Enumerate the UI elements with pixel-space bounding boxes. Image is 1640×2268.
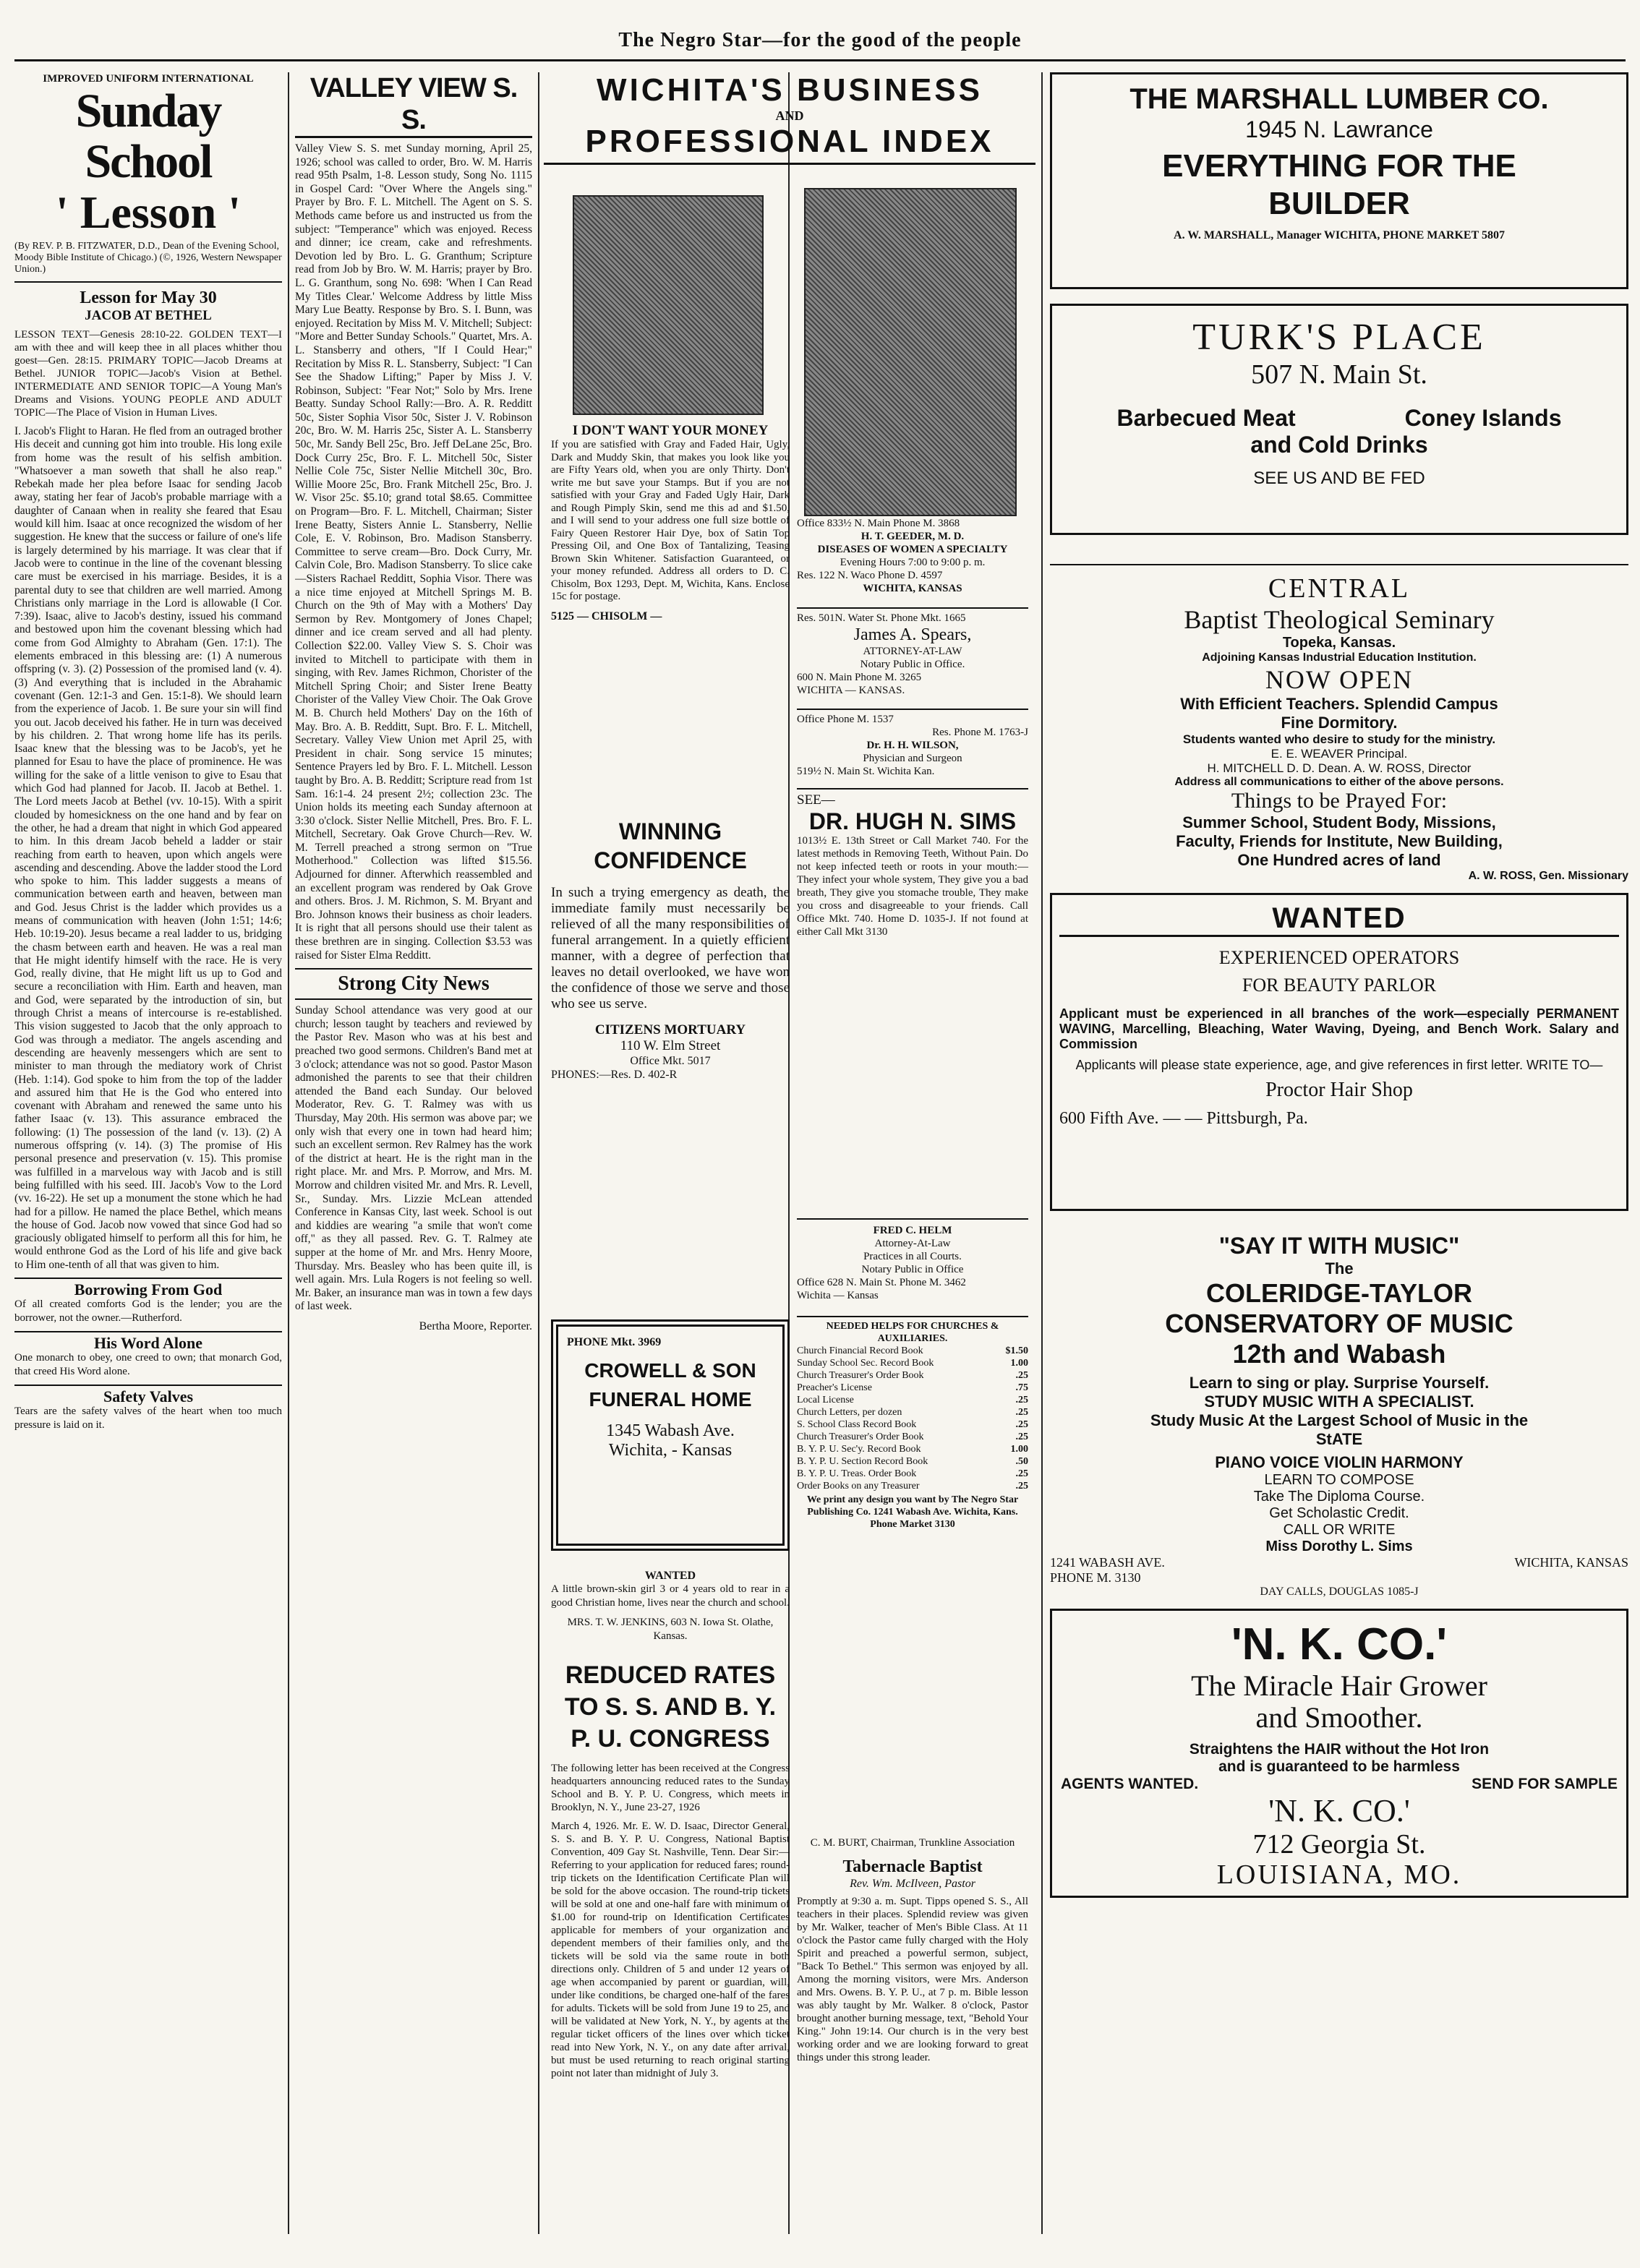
citizens-mortuary-ad <box>551 817 790 1082</box>
needed-item <box>797 1394 1028 1406</box>
crowell-phone: PHONE Mkt. 3969 <box>567 1336 662 1348</box>
nk-sample: SEND FOR SAMPLE <box>1472 1776 1618 1792</box>
music-specialist: STUDY MUSIC WITH A SPECIALIST. <box>1204 1392 1474 1411</box>
spears-title: ATTORNEY-AT-LAW <box>863 646 962 657</box>
column-rule <box>538 72 539 2234</box>
citizens-office: Office Mkt. 5017 <box>630 1055 711 1067</box>
marshall-manager: A. W. MARSHALL, Manager WICHITA, PHONE MARKET 5807 <box>1174 229 1505 241</box>
his-word-heading: His Word Alone <box>14 1331 282 1351</box>
his-word-text: One monarch to obey, one creed to own; that monarch God, that creed His Word alone. <box>14 1352 282 1377</box>
seminary-prayer-3: One Hundred acres of land <box>1237 851 1441 869</box>
needed-item-price: $1.50 <box>1005 1345 1028 1356</box>
needed-item-label: B. Y. P. U. Sec'y. Record Book <box>797 1444 921 1455</box>
seminary-address-note: Address all communications to either of the above persons. <box>1174 776 1504 788</box>
seminary-principal: E. E. WEAVER Principal. <box>1270 747 1408 761</box>
music-learn: Learn to sing or play. Surprise Yourself. <box>1189 1374 1490 1392</box>
wilson-title: Physician and Surgeon <box>863 753 962 764</box>
seminary-central: CENTRAL <box>1268 573 1411 604</box>
rates-heading-2: TO S. S. AND B. Y. <box>564 1693 777 1721</box>
seminary-name: Baptist Theological Seminary <box>1184 605 1495 634</box>
operators-apply: Applicants will please state experience, age, and give references in first letter. WRITE TO— <box>1075 1058 1603 1072</box>
lesson-title-line2: ' Lesson ' <box>55 187 242 238</box>
needed-item-label: Church Financial Record Book <box>797 1345 923 1356</box>
needed-item-price: .75 <box>1015 1382 1028 1393</box>
needed-item <box>797 1369 1028 1382</box>
needed-item-price: .50 <box>1015 1456 1028 1467</box>
music-the: The <box>1325 1259 1354 1278</box>
marshall-lumber-ad <box>1050 72 1628 289</box>
helm-name: FRED C. HELM <box>873 1225 952 1236</box>
marshall-slogan-2: BUILDER <box>1268 186 1410 221</box>
rates-heading-3: P. U. CONGRESS <box>571 1725 770 1753</box>
nk-agents-row <box>1061 1776 1618 1793</box>
running-head: The Negro Star—for the good of the people <box>618 29 1022 51</box>
conservatory-ad <box>1050 1233 1628 1599</box>
strong-city-reporter: Bertha Moore, Reporter. <box>419 1319 532 1332</box>
strong-city-body: Sunday School attendance was very good at our church; lesson taught by teachers and reviewed by the Pastor Rev. Mason who was at his best and preached two good sermons. Children's Band met at 3 o'clock; attendance was not so good. Pastor Mason admonished the parents to see that their children attended the Band each Sunday. Our beloved Moderator, Rev. G. T. Ralmey was with us Thursday, May 20th. His sermon was above par; we only wish that every one in town had heard him; such an excellent sermon. Rev Ralmey has the work of the district at heart. He is the right man in the right place. Mr. and Mrs. P. Morrow, and Mrs. M. Morrow and children visited Mr. and Mrs. R. Levell, Sr., Sunday. Mrs. Lizzie McLean attended Conference in Kansas City, last week. School is out and kiddies are wearing "a smile that won't come off," as they all passed. Rev. G. T. Ralmey ate supper at the home of Mr. and Mrs. Henry Moore, Thursday. Mrs. Beasley who has been quite ill, is well again. Mrs. Lula Rogers is not feeling so well. Mr. Baker, an insurance man was in town a few days of last week. <box>295 1004 532 1313</box>
index-title-line1: WICHITA'S BUSINESS <box>597 72 983 108</box>
needed-item-price: .25 <box>1015 1370 1028 1381</box>
nk-city: LOUISIANA, MO. <box>1216 1860 1462 1890</box>
marshall-address: 1945 N. Lawrance <box>1245 116 1433 142</box>
geeder-office: Office 833½ N. Main Phone M. 3868 <box>797 518 960 529</box>
seminary-city: Topeka, Kansas. <box>1282 635 1396 651</box>
nk-agents: AGENTS WANTED. <box>1061 1776 1199 1792</box>
wanted-signature: MRS. T. W. JENKINS, 603 N. Iowa St. Olathe, Kansas. <box>567 1617 774 1642</box>
tabernacle-pastor: Rev. Wm. McIlveen, Pastor <box>850 1878 975 1890</box>
helm-courts: Practices in all Courts. <box>863 1251 962 1262</box>
nk-name-2: 'N. K. CO.' <box>1268 1793 1410 1828</box>
helm-office: Office 628 N. Main St. Phone M. 3462 <box>797 1277 966 1288</box>
winning-heading: WINNING <box>618 818 722 844</box>
nk-co-ad <box>1050 1609 1628 1898</box>
seminary-ad <box>1050 564 1628 883</box>
music-footer-row <box>1050 1555 1628 1570</box>
rates-heading-1: REDUCED RATES <box>565 1661 776 1689</box>
valley-view-heading: VALLEY VIEW S. S. <box>295 72 532 138</box>
crowell-address: 1345 Wabash Ave. <box>606 1421 735 1440</box>
borrowing-text: Of all created comforts God is the lender; you are the borrower, not the owner.—Rutherford. <box>14 1298 282 1324</box>
needed-item-label: B. Y. P. U. Section Record Book <box>797 1456 928 1467</box>
beauty-operators-ad <box>1050 893 1628 1211</box>
geeder-name: H. T. GEEDER, M. D. <box>860 531 965 542</box>
music-day-calls: DAY CALLS, DOUGLAS 1085-J <box>1260 1586 1419 1598</box>
portrait-photo <box>573 195 764 415</box>
lesson-kicker: IMPROVED UNIFORM INTERNATIONAL <box>43 73 254 85</box>
operators-beauty-parlor: FOR BEAUTY PARLOR <box>1242 975 1437 996</box>
turk-slogan: SEE US AND BE FED <box>1253 468 1425 488</box>
masthead-rule <box>14 59 1626 61</box>
spears-name: James A. Spears, <box>853 625 972 644</box>
music-phone: PHONE M. 3130 <box>1050 1570 1141 1585</box>
needed-item-price: .25 <box>1015 1395 1028 1405</box>
geeder-specialty: DISEASES OF WOMEN A SPECIALTY <box>817 544 1008 555</box>
operators-wanted: WANTED <box>1059 902 1619 937</box>
needed-heading: NEEDED HELPS FOR CHURCHES & AUXILIARIES. <box>826 1321 999 1344</box>
valley-view-column <box>295 72 532 2234</box>
divider <box>14 281 282 283</box>
needed-helps-ad <box>797 1316 1028 1531</box>
operators-heading: EXPERIENCED OPERATORS <box>1218 947 1460 968</box>
needed-item <box>797 1406 1028 1418</box>
music-largest: Study Music At the Largest School of Music in the <box>1150 1411 1529 1429</box>
lesson-byline: (By REV. P. B. FITZWATER, D.D., Dean of the Evening School, Moody Bible Institute of Chicago.) (©, 1926, Western Newspaper Union.) <box>14 241 282 275</box>
seminary-teachers: With Efficient Teachers. Splendid Campus <box>1180 695 1498 713</box>
music-slogan: "SAY IT WITH MUSIC" <box>1218 1233 1460 1259</box>
lesson-subject: JACOB AT BETHEL <box>85 308 212 323</box>
nk-street: 712 Georgia St. <box>1252 1829 1426 1860</box>
crowell-funeral-ad <box>551 1319 790 1551</box>
nk-straightens: Straightens the HAIR without the Hot Iron <box>1189 1741 1490 1758</box>
crowell-name: CROWELL & SON <box>584 1359 756 1382</box>
rates-body: The following letter has been received at the Congress headquarters announcing reduced rates to the Sunday School and B. Y. P. U. Congress, which meets in Brooklyn, N. Y., June 23-27, 1926 <box>551 1763 790 1813</box>
needed-item-label: Church Letters, per dozen <box>797 1407 902 1418</box>
needed-item-label: Church Treasurer's Order Book <box>797 1432 924 1442</box>
needed-item-price: 1.00 <box>1010 1358 1028 1369</box>
wilson-name: Dr. H. H. WILSON, <box>866 740 959 751</box>
needed-footer: We print any design you want by The Negro Star Publishing Co. 1241 Wabash Ave. Wichita, Kans. Phone Market 3130 <box>806 1494 1019 1530</box>
geeder-hours: Evening Hours 7:00 to 9:00 p. m. <box>840 557 986 568</box>
helm-title: Attorney-At-Law <box>874 1238 951 1249</box>
needed-list <box>797 1345 1028 1492</box>
sims-name: DR. HUGH N. SIMS <box>808 808 1017 834</box>
needed-item-price: .25 <box>1015 1432 1028 1442</box>
nk-product: The Miracle Hair Grower <box>1191 1669 1487 1702</box>
music-conservatory: CONSERVATORY OF MUSIC <box>1165 1309 1513 1338</box>
rates-signature: C. M. BURT, Chairman, Trunkline Association <box>810 1837 1015 1849</box>
needed-item-label: Local License <box>797 1395 854 1405</box>
crowell-funeral-home: FUNERAL HOME <box>589 1388 752 1411</box>
turk-item-1: Barbecued Meat <box>1116 405 1296 431</box>
needed-item <box>797 1443 1028 1455</box>
lesson-title-line1: Sunday School <box>75 85 221 188</box>
needed-item <box>797 1468 1028 1480</box>
needed-item <box>797 1357 1028 1369</box>
winning-body: In such a trying emergency as death, the immediate family must necessarily be relieved of all the many responsibilities of funeral arrangement. In a quietly efficient manner, with a degree of perfection that leaves no detail overlooked, we have won the confidence of those we serve and those who see us serve. <box>551 885 790 1011</box>
tabernacle-body: Promptly at 9:30 a. m. Supt. Tipps opened S. S., All teachers in their places. Splendid review was given by Mr. Walker, teacher of Men's Bible Class. At 11 o'clock the Pastor came fully charged with the Holy Spirit and preached a powerful sermon, subject, "Back To Bethel." This sermon was enjoyed by all. Among the morning visitors, were Mrs. Anderson and Mrs. Owens. B. Y. P. U., at 7 p. m. Bible lesson was ably taught by Mr. Walker. 8 o'clock, Pastor brought another burning message, text, "Behold Your King." John 19:14. Our church is in the very best working order and we are looking forward to great things under this strong leader. <box>797 1896 1028 2063</box>
marshall-slogan-1: EVERYTHING FOR THE <box>1162 148 1516 184</box>
spears-city: WICHITA — KANSAS. <box>797 685 905 696</box>
music-street: 1241 WABASH AVE. <box>1050 1555 1165 1570</box>
seminary-prayer-heading: Things to be Prayed For: <box>1231 789 1448 813</box>
turks-place-ad <box>1050 304 1628 535</box>
nk-product-2: and Smoother. <box>1255 1701 1423 1734</box>
ads-column <box>1050 72 1628 2234</box>
index-and: AND <box>775 108 804 123</box>
safety-valves-text: Tears are the safety valves of the heart when too much pressure is laid on it. <box>14 1405 282 1431</box>
needed-item <box>797 1455 1028 1468</box>
citizens-name: CITIZENS MORTUARY <box>594 1022 746 1037</box>
seminary-prayer-2: Faculty, Friends for Institute, New Building, <box>1176 832 1503 850</box>
sunday-school-column <box>14 72 282 2234</box>
music-city: WICHITA, KANSAS <box>1514 1555 1628 1570</box>
needed-item-price: .25 <box>1015 1407 1028 1418</box>
needed-item-label: Church Treasurer's Order Book <box>797 1370 924 1381</box>
music-instruments: PIANO VOICE VIOLIN HARMONY <box>1215 1453 1464 1471</box>
portrait-photo <box>804 188 1017 516</box>
geeder-card <box>797 517 1028 595</box>
music-contact: Miss Dorothy L. Sims <box>1265 1539 1413 1554</box>
nk-name: 'N. K. CO.' <box>1231 1619 1448 1669</box>
wanted-girl-ad <box>551 1569 790 1643</box>
sims-body: 1013½ E. 13th Street or Call Market 740. For the latest methods in Removing Teeth, Without Pain. Do not keep infected teeth or roots in your mouth:— They infect your whole system, They give you a bad breath, They give you stomache trouble, They make you cross and disagreeable to your friends. Call Office Mkt. 740. Home D. 1035-J. If not found at either Call Mkt 3130 <box>797 835 1028 938</box>
business-index <box>544 72 1035 2234</box>
safety-valves-heading: Safety Valves <box>14 1385 282 1405</box>
music-diploma: Take The Diploma Course. <box>1253 1489 1425 1505</box>
marshall-name: THE MARSHALL LUMBER CO. <box>1129 83 1549 115</box>
lesson-body: I. Jacob's Flight to Haran. He fled from an outraged brother His deceit and cunning got him into trouble. His long exile from home was the result of his selfish ambition. "Whatsoever a man soweth that shall he also reap." Rebekah made her plea before Isaac for sending Jacob away, stating her fear of Jacob's probable marriage with a daughter of Canaan when in reality she feared that Esau would kill him. Isaac at once recognized the wisdom of her suggestion. He knew that the success or failure of one's life is largely determined by his marriage. It was clear that if Jacob were to continue in the line of the covenant blessing care must be exercised in his marriage. Besides, it is a parental duty to see that children are well married. Among Christians only marriage in the Lord is allowable (I Cor. 7:39). Isaac, alive to Jacob's destiny, issued his command and bestowed upon him the covenant blessing which had come from God Almighty to Abraham (Gen. 17:1). The elements embraced in this blessing are: (1) A numerous offspring (v. 3). (2) Possession of the promised land (v. 4). (3) And everything that is included in the Abrahamic covenant (Gen. 12:1-3 and Gen. 15:1-8). We should learn from the experience of Jacob. 1. Be sure your sin will find you out. Jacob deceived his father. He in turn was deceived by his children. 2. That wrong home life has its perils. Isaac knew that the blessing was to be Jacob's, yet he planned for Esau to have the place of prominence. He was willing for the sake of a little venison to give to Esau that which God had planned for Jacob. II. Jacob at Bethel. 1. The Lord meets Jacob at Bethel (vv. 10-15). With a spirit clouded by homesickness on the one hand and by fear on the other, he had a dream that night in which God appeared to him. In this dream Jacob beheld a ladder or stair reaching from earth to heaven, upon which angels were ascending and descending. Above the ladder stood the Lord who spoke to him. This ladder suggests a means of communication between earth and heaven, between man and God. Jesus Christ is the ladder which provides us a means of communication with heaven (John 1:51; 14:6; Heb. 10:19-20). Jesus became a real ladder to us, bridging the chasm between earth and heaven. He was a real man that He might identify himself with the race. He is very God, really divine, that He might lift us up to God and secure a reconciliation with Him. Earth and heaven, man and God, were separated by the introduction of sin, but through Christ a means of intercourse is re-established. This vision suggested to Jacob that the only approach to God was through a mediator. The angels ascending and descending are heavenly messengers which are sent to minister to man through the mediatory work of Christ (Heb. 1:14). God spoke to him from the top of the ladder and assured him that He is the God who entered into covenant with Abraham and renewed the same unto his father Isaac (v. 13). This assurance embraced the following: (1) The possession of the land (v. 13). (2) A numerous offspring (v. 14). (3) The promise of His personal presence and preservation (v. 15). This promise was fulfilled in a marvelous way with Jacob and is still being fulfilled with his seed. III. Jacob's Vow to the Lord (vv. 16-22). He set up a monument the stone which he had had for a pillow. He named the place Bethel, which means the house of God. Jacob now vowed that since God had so graciously obligated himself to perform all this for him, he would enthrone God as the Lord of his life and give back to Him one-tenth of all that was given to him. <box>14 425 282 1271</box>
crowell-city: Wichita, - Kansas <box>608 1441 733 1460</box>
wanted-body: A little brown-skin girl 3 or 4 years old to rear in a good Christian home, lives near the church and school. <box>551 1583 790 1609</box>
needed-item <box>797 1345 1028 1357</box>
valley-view-body: Valley View S. S. met Sunday morning, April 25, 1926; school was called to order, Bro. W. M. Harris read 95th Psalm, 1-8. Lesson study, Song No. 1115 in Gospel Card: "Over Where the Angels sing." Prayer by Bro. F. L. Mitchell. The Agent on S. S. Methods came before us and instructed us from the subject: "Temperance" which was enjoyed. Recess and dinner; ice cream, cake and refreshments. Devotion led by Bro. L. G. Granthum; Scripture read from Job by Bro. W. M. Harris; prayer by Bro. L. G. Granthum, song No. 698: 'When I Can Read My Titles Clear.' Welcome Address by little Miss Mary Lue Beatty. Response by Bro. S. I. Bunn, was enjoyed. Recitation by Miss M. V. Mitchell; Subject: "More and Better Sunday Schools." Quartet, Mrs. A. L. Stansberry and others, "If I Could Hear;" Recitation by Miss R. L. Stansberry, Subject: "I Can See the Shadow Lifting;" Paper by Miss J. V. Robinson, Subject: "Fear Not;" Solo by Mrs. Irene Beatty. Sunday School Rally:—Bro. A. R. Redditt 50c, Sister Sophia Visor 50c, Sister J. V. Robinson 20c, Bro. W. M. Harris 25c, Sister A. L. Stansberry 50c, Mr. Sandy Bell 25c, Bro. Jeff DeLane 25c, Bro. Dock Curry 25c, Bro. F. L. Mitchell 50c, Sister Nellie Cole 75c, Sister Nellie Mitchell 30c, Bro. Willie Moore 25c, Bro. Frank Mitchell 25c, Bro. J. W. Visor 25c. $5.10; grand total $8.65. Committee on Program—Bro. F. L. Mitchell, Chairman; Sister Irene Beatty, Sisters Annie L. Stansberry, Nellie Cole, E. V. Robinson, Bro. Madison Stansberry. Committee to serve cream—Bro. Dock Curry, Mr. Calvin Cole, Bro. Madison Stansberry. To slice cake—Sisters Rachael Redditt, Sophia Visor. There was a nice time enjoyed at Mitchell Springs M. B. Church on the 9th of May with a Mothers' Day Sermon by Rev. Montgomery of Jones Chapel; dinner and ice cream served and all had plenty. Collection $22.00. Valley View S. S. Choir was invited to Mitchell to participate with them in singing, with Rev. James Richmon, Chorister of the Mitchell Spring Choir; and Sister Irene Beatty Chorister of the Valley View Choir. The Oak Grove M. B. Church held Mothers' Day on the 16th of May. Bro. A. B. Redditt, Supt. Bro. F. L. Mitchell, Secretary. Valley View Union met April 25, with President in chair. Song service 15 minutes; Sentence Prayers led by Bro. F. L. Mitchell. Lesson taught by Bro. A. B. Redditt; Scripture read from 1st Sam. 16:1-4. 24 present 2½; collection 23c. The Union holds its meeting each Sunday afternoon at 3:30 o'clock. Sister Nellie Mitchell, Pres. Bro. F. L. Mitchell, Secretary. Oak Grove Church—Rev. W. M. Terrell preached a strong sermon on "True Motherhood." Collection was lifted $15.56. Adjourned for dinner. Afterwhich reassembled and an excellent program was rendered by Oak Grove and others. Bros. J. M. Richmon, S. M. Bryant and Bro. Johnson knows their business as choir leaders. It is right that all persons should use their talent as these brethren are in singing. Collection $3.53 was raised for Sister Elma Redditt. <box>295 142 532 962</box>
sims-see: SEE— <box>797 792 835 808</box>
seminary-dean: H. MITCHELL D. D. Dean. A. W. ROSS, Director <box>1207 761 1472 775</box>
seminary-prayer-1: Summer School, Student Body, Missions, <box>1182 813 1496 831</box>
turk-item-3: and Cold Drinks <box>1250 432 1428 458</box>
index-title-line2: PROFESSIONAL INDEX <box>544 124 1035 165</box>
needed-item <box>797 1418 1028 1431</box>
music-name: COLERIDGE-TAYLOR <box>1205 1278 1472 1308</box>
needed-item <box>797 1431 1028 1443</box>
seminary-missionary: A. W. ROSS, Gen. Missionary <box>1468 870 1628 882</box>
operators-requirements: Applicant must be experienced in all branches of the work—especially PERMANENT WAVING, Marcelling, Bleaching, Water Waving, Dyeing, and Bench Work. Salary and Commission <box>1059 1006 1619 1051</box>
citizens-address: 110 W. Elm Street <box>620 1038 721 1053</box>
music-address: 12th and Wabash <box>1232 1339 1446 1369</box>
needed-item-price: 1.00 <box>1010 1444 1028 1455</box>
turk-address: 507 N. Main St. <box>1251 359 1427 390</box>
column-rule <box>288 72 289 2234</box>
music-compose: LEARN TO COMPOSE <box>1264 1472 1414 1488</box>
geeder-residence: Res. 122 N. Waco Phone D. 4597 <box>797 570 943 581</box>
reduced-rates-article <box>551 1659 790 2086</box>
lesson-intro: LESSON TEXT—Genesis 28:10-22. GOLDEN TEXT—I am with thee and will keep thee in all places whither thou goest—Gen. 28:15. PRIMARY TOPIC—Jacob Dreams at Bethel. JUNIOR TOPIC—Jacob's Vision at Bethel. INTERMEDIATE AND SENIOR TOPIC—A Young Man's Dreams and Visions. YOUNG PEOPLE AND ADULT TOPIC—The Place of Vision in Human Lives. <box>14 329 282 419</box>
seminary-students: Students wanted who desire to study for the ministry. <box>1182 732 1496 746</box>
needed-item-label: Sunday School Sec. Record Book <box>797 1358 934 1369</box>
needed-item <box>797 1382 1028 1394</box>
seminary-dormitory: Fine Dormitory. <box>1281 714 1398 732</box>
needed-item-price: .25 <box>1015 1481 1028 1492</box>
citizens-phones: PHONES:—Res. D. 402-R <box>551 1069 678 1081</box>
needed-item-label: B. Y. P. U. Treas. Order Book <box>797 1468 917 1479</box>
spears-notary: Notary Public in Office. <box>860 659 965 670</box>
borrowing-heading: Borrowing From God <box>14 1278 282 1298</box>
strong-city-heading: Strong City News <box>295 968 532 1000</box>
needed-item-price: .25 <box>1015 1419 1028 1430</box>
needed-item-label: Order Books on any Treasurer <box>797 1481 920 1492</box>
operators-shop: Proctor Hair Shop <box>1265 1079 1413 1101</box>
needed-item-label: S. School Class Record Book <box>797 1419 917 1430</box>
seminary-adjoining: Adjoining Kansas Industrial Education Institution. <box>1202 651 1477 664</box>
operators-address: 600 Fifth Ave. — — Pittsburgh, Pa. <box>1059 1109 1308 1128</box>
wilson-residence: Res. Phone M. 1763-J <box>932 727 1028 738</box>
spears-office: 600 N. Main Phone M. 3265 <box>797 672 922 683</box>
column-rule <box>1041 72 1043 2234</box>
seminary-now-open: NOW OPEN <box>1265 665 1414 694</box>
lesson-date: Lesson for May 30 <box>80 288 217 307</box>
wilson-address: 519½ N. Main St. Wichita Kan. <box>797 766 935 777</box>
music-credit: Get Scholastic Credit. <box>1269 1505 1409 1521</box>
needed-item-label: Preacher's License <box>797 1382 872 1393</box>
helm-notary: Notary Public in Office <box>861 1264 964 1275</box>
rates-signature-and-tabernacle <box>797 1677 1028 2070</box>
wanted-heading: WANTED <box>644 1570 696 1582</box>
wilson-office: Office Phone M. 1537 <box>797 714 894 725</box>
spears-residence: Res. 501N. Water St. Phone Mkt. 1665 <box>797 612 966 624</box>
confidence-heading: CONFIDENCE <box>594 847 747 873</box>
nk-guarantee: and is guaranteed to be harmless <box>1218 1758 1460 1775</box>
chisolm-ad <box>551 423 790 623</box>
money-heading: I DON'T WANT YOUR MONEY <box>572 423 769 438</box>
needed-item <box>797 1480 1028 1492</box>
helm-city: Wichita — Kansas <box>797 1290 879 1301</box>
turk-menu <box>1062 405 1616 432</box>
tabernacle-heading: Tabernacle Baptist <box>842 1857 983 1876</box>
helm-card <box>797 1218 1028 1302</box>
money-body: If you are satisfied with Gray and Faded Hair, Ugly, Dark and Muddy Skin, that makes you look like you are Fifty Years old, when you are only Thirty. Don't write me but save your Stamps. But if you are not satisfied with your Gray and Faded Ugly Hair, Dark and Rough Pimply Skin, send me this ad and $1.50, and I will send to your address one full size bottle of Fairy Queen Restorer Hair Dye, box of Satin Top Pressing Oil, and One Box of Tantalizing, Teasing Brown Skin Whitener. Satisfaction Guaranteed, or your money refunded. Address all orders to D. C. Chisolm, Box 1293, Dept. M, Wichita, Kans. Enclose 15c for postage. <box>551 439 790 602</box>
spears-card <box>797 607 1028 697</box>
rates-letter: March 4, 1926. Mr. E. W. D. Isaac, Director General, S. S. and B. Y. P. U. Congress, National Baptist Convention, 409 Gay St. Nashville, Tenn. Dear Sir:—Referring to your application for reduced fares; round-trip tickets on the Identification Certificate Plan will be sold for the above occasion. The round-trip tickets will be sold at one and one-half fare with minimum of $1.00 for round-trip on Identification Certificates applicable for members of your organization and dependent members of their families only, and the tickets will be sold via the same route in both directions only. Children of 5 and under 12 years of age when accompanied by parent or guardian, will, under like conditions, be charged one-half of the fares for adults. Tickets will be sold from June 19 to 25, and will be validated at New York, N. Y., by agents at the regular ticket officers of the lines over which ticket read into New York, N. Y., on any date after arrival, but must be used returning to reach original starting point not later than midnight of July 3. <box>551 1820 790 2079</box>
sims-ad <box>797 788 1028 944</box>
music-state: StATE <box>1315 1430 1363 1448</box>
music-call: CALL OR WRITE <box>1283 1522 1396 1538</box>
needed-item-price: .25 <box>1015 1468 1028 1479</box>
geeder-city: WICHITA, KANSAS <box>863 583 962 594</box>
money-code: 5125 — CHISOLM — <box>551 609 662 622</box>
wilson-card <box>797 709 1028 778</box>
turk-item-2: Coney Islands <box>1404 405 1562 431</box>
turk-name: TURK'S PLACE <box>1192 317 1486 358</box>
